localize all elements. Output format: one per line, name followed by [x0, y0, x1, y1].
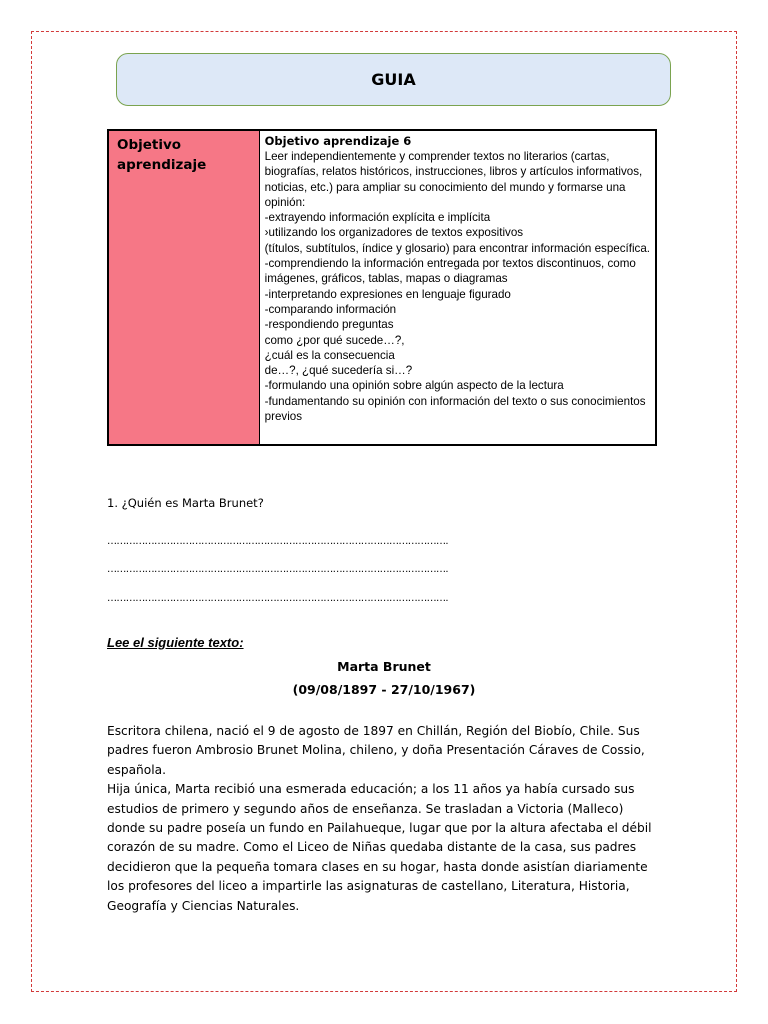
objective-line: ›utilizando los organizadores de textos expositivos	[264, 226, 524, 240]
read-instruction: Lee el siguiente texto:	[107, 635, 244, 650]
objective-line: -fundamentando su opinión con información del texto o sus conocimientos	[264, 394, 646, 408]
objective-line: -formulando una opinión sobre algún aspecto de la lectura	[264, 379, 564, 393]
objective-content-cell	[260, 131, 655, 444]
objective-line: noticias, etc.) para ampliar su conocimiento del mundo y formarse una	[264, 180, 626, 194]
bio-line: padres fueron Ambrosio Brunet Molina, chileno, y doña Presentación Cáraves de Cossio,	[107, 743, 645, 758]
answer-line-3[interactable]: ……………………………………………………………………………………………….	[107, 593, 448, 604]
bio-line: donde su padre poseía un fundo en Pailahueque, lugar que por la altura afectaba el débil	[107, 821, 652, 836]
objective-label-cell	[109, 131, 260, 444]
objective-line: de…?, ¿qué sucedería si…?	[264, 364, 413, 378]
bio-line: estudios de primero y segundo años de enseñanza. Se trasladan a Victoria (Malleco)	[107, 801, 624, 816]
bio-line: corazón de su madre. Como el Liceo de Niñas quedaba distante de la casa, sus padres	[107, 840, 637, 855]
objective-line: biografías, relatos históricos, instrucciones, libros y artículos informativos,	[264, 165, 643, 179]
bio-line: Hija única, Marta recibió una esmerada educación; a los 11 años ya había cursado sus	[107, 782, 635, 797]
objective-line: -comprendiendo la información entregada por textos discontinuos, como	[264, 257, 636, 271]
objective-line: como ¿por qué sucede…?,	[264, 333, 405, 347]
objective-table	[107, 129, 657, 446]
objective-line: Leer independientemente y comprender textos no literarios (cartas,	[264, 150, 610, 163]
biography-text	[107, 722, 667, 916]
objective-line: -respondiendo preguntas	[264, 318, 394, 332]
objective-line: (títulos, subtítulos, índice y glosario) para encontrar información específica.	[264, 241, 650, 255]
objective-line: -interpretando expresiones en lenguaje figurado	[264, 287, 511, 301]
objective-line: ¿cuál es la consecuencia	[264, 348, 395, 362]
answer-line-1[interactable]: ……………………………………………………………………………………………….	[107, 536, 448, 547]
question-1: 1. ¿Quién es Marta Brunet?	[107, 496, 264, 510]
objective-label-line2: aprendizaje	[117, 157, 207, 173]
objective-label-line1: Objetivo	[117, 137, 182, 153]
bio-line: decidieron que la pequeña tomara clases en su hogar, hasta donde asistían diariamente	[107, 859, 648, 874]
reading-dates: (09/08/1897 - 27/10/1967)	[292, 682, 476, 697]
bio-line: los profesores del liceo a impartirle las asignaturas de castellano, Literatura, Historia,	[107, 879, 630, 894]
reading-title: Marta Brunet	[337, 659, 431, 674]
guide-title-banner	[116, 53, 671, 106]
objective-line: opinión:	[264, 195, 306, 209]
bio-line: Geografía y Ciencias Naturales.	[107, 898, 300, 913]
objective-heading: Objetivo aprendizaje 6	[264, 134, 412, 148]
answer-line-2[interactable]: ……………………………………………………………………………………………….	[107, 564, 448, 575]
objective-line: -comparando información	[264, 302, 397, 316]
bio-line: Escritora chilena, nació el 9 de agosto de 1897 en Chillán, Región del Biobío, Chile. Sus	[107, 724, 640, 738]
objective-line: previos	[264, 410, 303, 424]
bio-line: española.	[107, 762, 166, 777]
objective-line: -extrayendo información explícita e implícita	[264, 211, 491, 225]
guide-title: GUIA	[371, 70, 416, 89]
objective-line: imágenes, gráficos, tablas, mapas o diagramas	[264, 272, 508, 286]
